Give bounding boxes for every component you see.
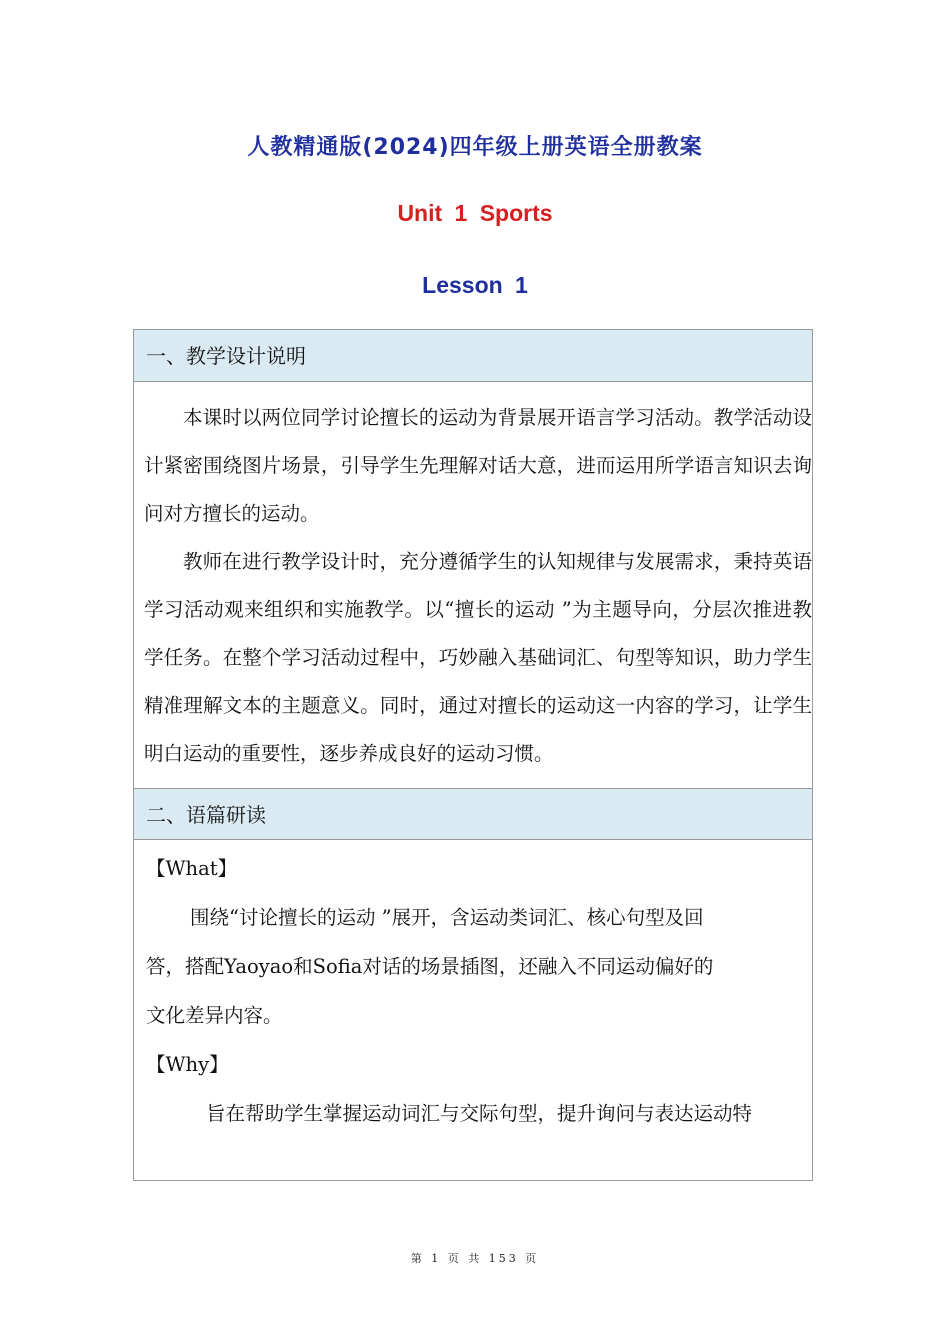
- page-footer: 第 1 页 共 153 页: [410, 1252, 540, 1265]
- lesson-plan-table: [133, 329, 813, 1181]
- why-tag: 【Why】: [146, 1053, 229, 1076]
- section-heading-design: 一、教学设计说明: [134, 330, 812, 382]
- document-title: 人教精通版(2024)四年级上册英语全册教案: [247, 135, 703, 160]
- section-body-design: [134, 382, 812, 788]
- what-line-3: 文化差异内容。: [146, 1004, 283, 1027]
- what-line-2: 答，搭配Yaoyao和Sofia对话的场景插图，还融入不同运动偏好的: [146, 955, 714, 978]
- unit-title: Unit 1 Sports: [397, 200, 553, 226]
- design-paragraph-2: 教师在进行教学设计时，充分遵循学生的认知规律与发展需求，秉持英语学习活动观来组织和实施教学。以“擅长的运动 ”为主题导向，分层次推进教学任务。在整个学习活动过程中，巧妙融入基础词汇、句型等知识，助力学生精准理解文本的主题意义。同时，通过对擅长的运动这一内容的学习，让学生明白运动的重要性，逐步养成良好的运动习惯。: [144, 550, 812, 765]
- lesson-title: Lesson 1: [422, 272, 528, 298]
- design-paragraph-1: 本课时以两位同学讨论擅长的运动为背景展开语言学习活动。教学活动设计紧密围绕图片场景，引导学生先理解对话大意，进而运用所学语言知识去询问对方擅长的运动。: [144, 406, 812, 525]
- why-line-1: 旨在帮助学生掌握运动词汇与交际句型，提升询问与表达运动特: [206, 1102, 753, 1125]
- section-body-text-study: [134, 840, 812, 1138]
- what-tag: 【What】: [146, 857, 238, 880]
- what-line-1: 围绕“讨论擅长的运动 ”展开，含运动类词汇、核心句型及回: [190, 906, 704, 929]
- section-heading-text-study: 二、语篇研读: [134, 788, 812, 840]
